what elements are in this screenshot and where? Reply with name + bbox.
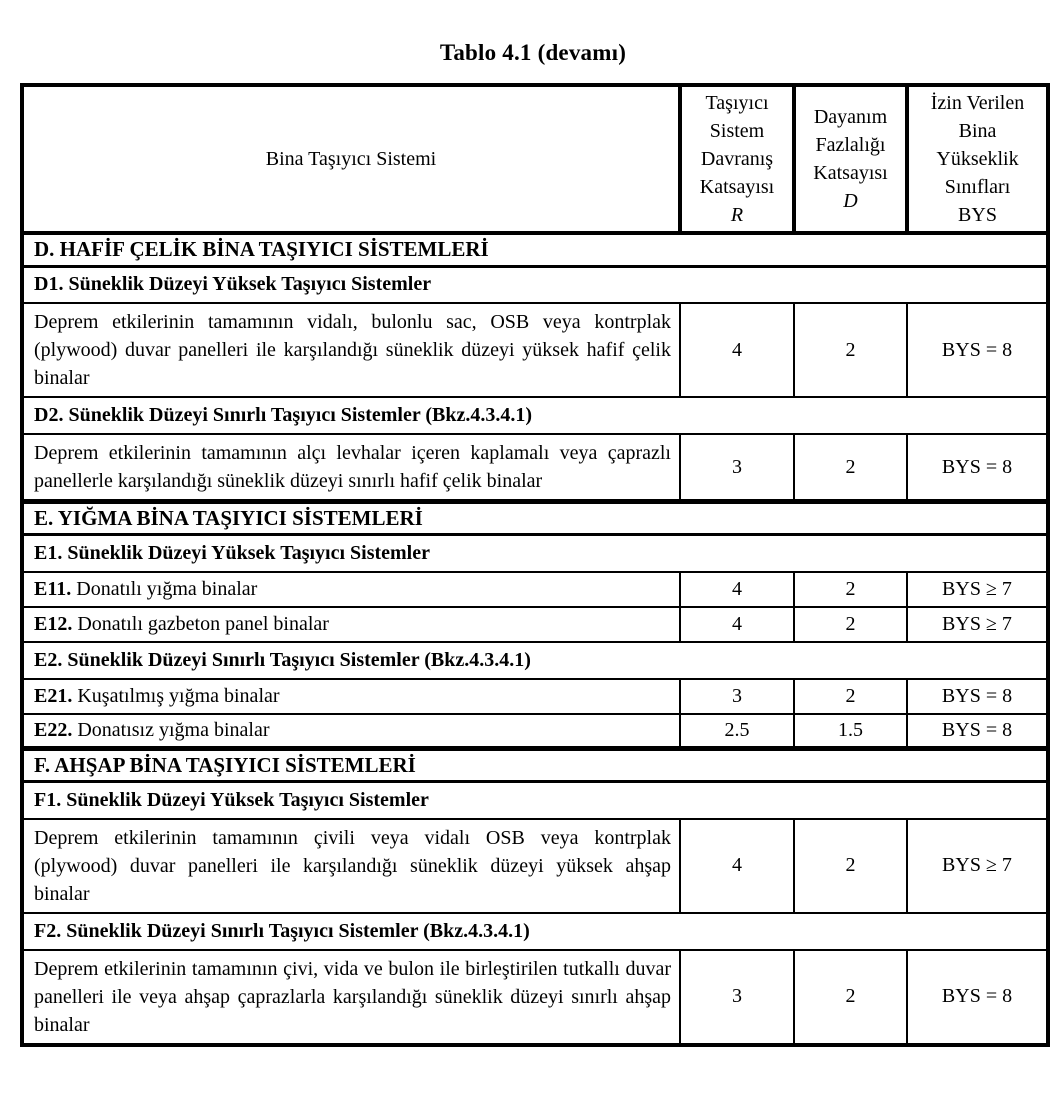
subsection-row-e2 xyxy=(22,642,1048,679)
header-cell-system: Bina Taşıyıcı Sistemi xyxy=(265,148,437,170)
data-row-d2 xyxy=(22,434,1048,502)
data-row-f1 xyxy=(22,819,1048,913)
header-bys-line: Sınıfları xyxy=(944,176,1011,198)
description-cell: Deprem etkilerinin tamamının çivili veya vidalı OSB veya kontrplak (plywood) duvar panelleri ile karşılandığı süneklik düzeyi yüksek ahşap binalar xyxy=(22,819,680,913)
subsection-label-d2: D2. Süneklik Düzeyi Sınırlı Taşıyıcı Sistemler (Bkz.4.3.4.1) xyxy=(22,397,1048,434)
d-value-cell: 2 xyxy=(794,819,907,913)
header-bys-line: Yükseklik xyxy=(936,148,1019,170)
item-label-cell xyxy=(22,714,680,749)
subsection-label-f1: F1. Süneklik Düzeyi Yüksek Taşıyıcı Sistemler xyxy=(22,782,1048,819)
data-row-f2 xyxy=(22,950,1048,1045)
r-value-cell: 4 xyxy=(680,303,794,397)
bys-value-cell: BYS = 8 xyxy=(907,434,1048,502)
header-r-line: Davranış xyxy=(700,148,774,170)
header-d-line: Fazlalığı xyxy=(815,134,886,156)
page-title: Tablo 4.1 (devamı) xyxy=(439,40,627,65)
d-value-cell: 2 xyxy=(794,434,907,502)
r-value-cell: 2.5 xyxy=(680,714,794,749)
item-text: Donatısız yığma binalar xyxy=(72,719,270,742)
header-d-symbol: D xyxy=(843,190,858,212)
section-row-f xyxy=(22,749,1048,782)
subsection-label-d1: D1. Süneklik Düzeyi Yüksek Taşıyıcı Sistemler xyxy=(22,266,1048,303)
data-row-e11 xyxy=(22,572,1048,607)
bys-value-cell: BYS ≥ 7 xyxy=(907,607,1048,642)
bys-value-cell: BYS ≥ 7 xyxy=(907,819,1048,913)
d-value-cell: 2 xyxy=(794,950,907,1045)
subsection-row-d2 xyxy=(22,397,1048,434)
item-prefix: E11. xyxy=(34,578,72,600)
d-value-cell: 2 xyxy=(794,679,907,714)
section-label-f: F. AHŞAP BİNA TAŞIYICI SİSTEMLERİ xyxy=(22,749,1048,782)
item-label-cell xyxy=(22,607,680,642)
header-d-line: Dayanım xyxy=(813,106,888,128)
header-r-line: Sistem xyxy=(709,120,765,142)
item-label-cell xyxy=(22,572,680,607)
description-cell: Deprem etkilerinin tamamının çivi, vida ve bulon ile birleştirilen tutkallı duvar panelleri ile veya ahşap çaprazlarla karşılandığı süneklik düzeyi sınırlı ahşap binalar xyxy=(22,950,680,1045)
table-header-row xyxy=(22,85,1048,233)
d-value-cell: 2 xyxy=(794,572,907,607)
item-prefix: E21. xyxy=(34,685,73,707)
data-row-e21 xyxy=(22,679,1048,714)
data-row-d1 xyxy=(22,303,1048,397)
header-bys-line: İzin Verilen xyxy=(930,92,1025,114)
bys-value-cell: BYS = 8 xyxy=(907,303,1048,397)
bys-value-cell: BYS = 8 xyxy=(907,714,1048,749)
header-cell-d xyxy=(794,85,907,233)
r-value-cell: 4 xyxy=(680,607,794,642)
subsection-row-d1 xyxy=(22,266,1048,303)
subsection-row-f1 xyxy=(22,782,1048,819)
header-bys-line: BYS xyxy=(958,204,997,226)
d-value-cell: 1.5 xyxy=(794,714,907,749)
section-row-d xyxy=(22,233,1048,266)
bys-value-cell: BYS ≥ 7 xyxy=(907,572,1048,607)
d-value-cell: 2 xyxy=(794,303,907,397)
header-bys-line: Bina xyxy=(958,120,997,142)
section-row-e xyxy=(22,502,1048,535)
description-cell: Deprem etkilerinin tamamının vidalı, bulonlu sac, OSB veya kontrplak (plywood) duvar panelleri ile karşılandığı süneklik düzeyi yüksek hafif çelik binalar xyxy=(22,303,680,397)
subsection-label-e1: E1. Süneklik Düzeyi Yüksek Taşıyıcı Sistemler xyxy=(22,535,1048,572)
d-value-cell: 2 xyxy=(794,607,907,642)
r-value-cell: 3 xyxy=(680,679,794,714)
header-cell-bys xyxy=(907,85,1048,233)
bys-value-cell: BYS = 8 xyxy=(907,950,1048,1045)
r-value-cell: 3 xyxy=(680,950,794,1045)
header-r-line: Taşıyıcı xyxy=(705,92,769,114)
section-label-d: D. HAFİF ÇELİK BİNA TAŞIYICI SİSTEMLERİ xyxy=(22,233,1048,266)
subsection-row-f2 xyxy=(22,913,1048,950)
section-label-e: E. YIĞMA BİNA TAŞIYICI SİSTEMLERİ xyxy=(22,502,1048,535)
subsection-label-e2: E2. Süneklik Düzeyi Sınırlı Taşıyıcı Sistemler (Bkz.4.3.4.1) xyxy=(22,642,1048,679)
header-r-line: Katsayısı xyxy=(699,176,775,198)
item-label-cell xyxy=(22,679,680,714)
subsection-label-f2: F2. Süneklik Düzeyi Sınırlı Taşıyıcı Sistemler (Bkz.4.3.4.1) xyxy=(22,913,1048,950)
item-text: Donatılı gazbeton panel binalar xyxy=(72,613,329,635)
bys-value-cell: BYS = 8 xyxy=(907,679,1048,714)
header-d-line: Katsayısı xyxy=(813,162,888,184)
description-cell: Deprem etkilerinin tamamının alçı levhalar içeren kaplamalı veya çaprazlı panellerle karşılandığı süneklik düzeyi sınırlı hafif çelik binalar xyxy=(22,434,680,502)
header-r-symbol: R xyxy=(730,204,744,226)
r-value-cell: 4 xyxy=(680,572,794,607)
subsection-row-e1 xyxy=(22,535,1048,572)
header-cell-r xyxy=(680,85,794,233)
item-text: Donatılı yığma binalar xyxy=(71,578,258,600)
r-value-cell: 4 xyxy=(680,819,794,913)
item-prefix: E12. xyxy=(34,613,73,635)
r-value-cell: 3 xyxy=(680,434,794,502)
table-4-1-devami xyxy=(20,83,1050,1047)
data-row-e12 xyxy=(22,607,1048,642)
item-prefix: E22. xyxy=(34,719,73,742)
data-row-e22 xyxy=(22,714,1048,749)
item-text: Kuşatılmış yığma binalar xyxy=(72,685,280,707)
